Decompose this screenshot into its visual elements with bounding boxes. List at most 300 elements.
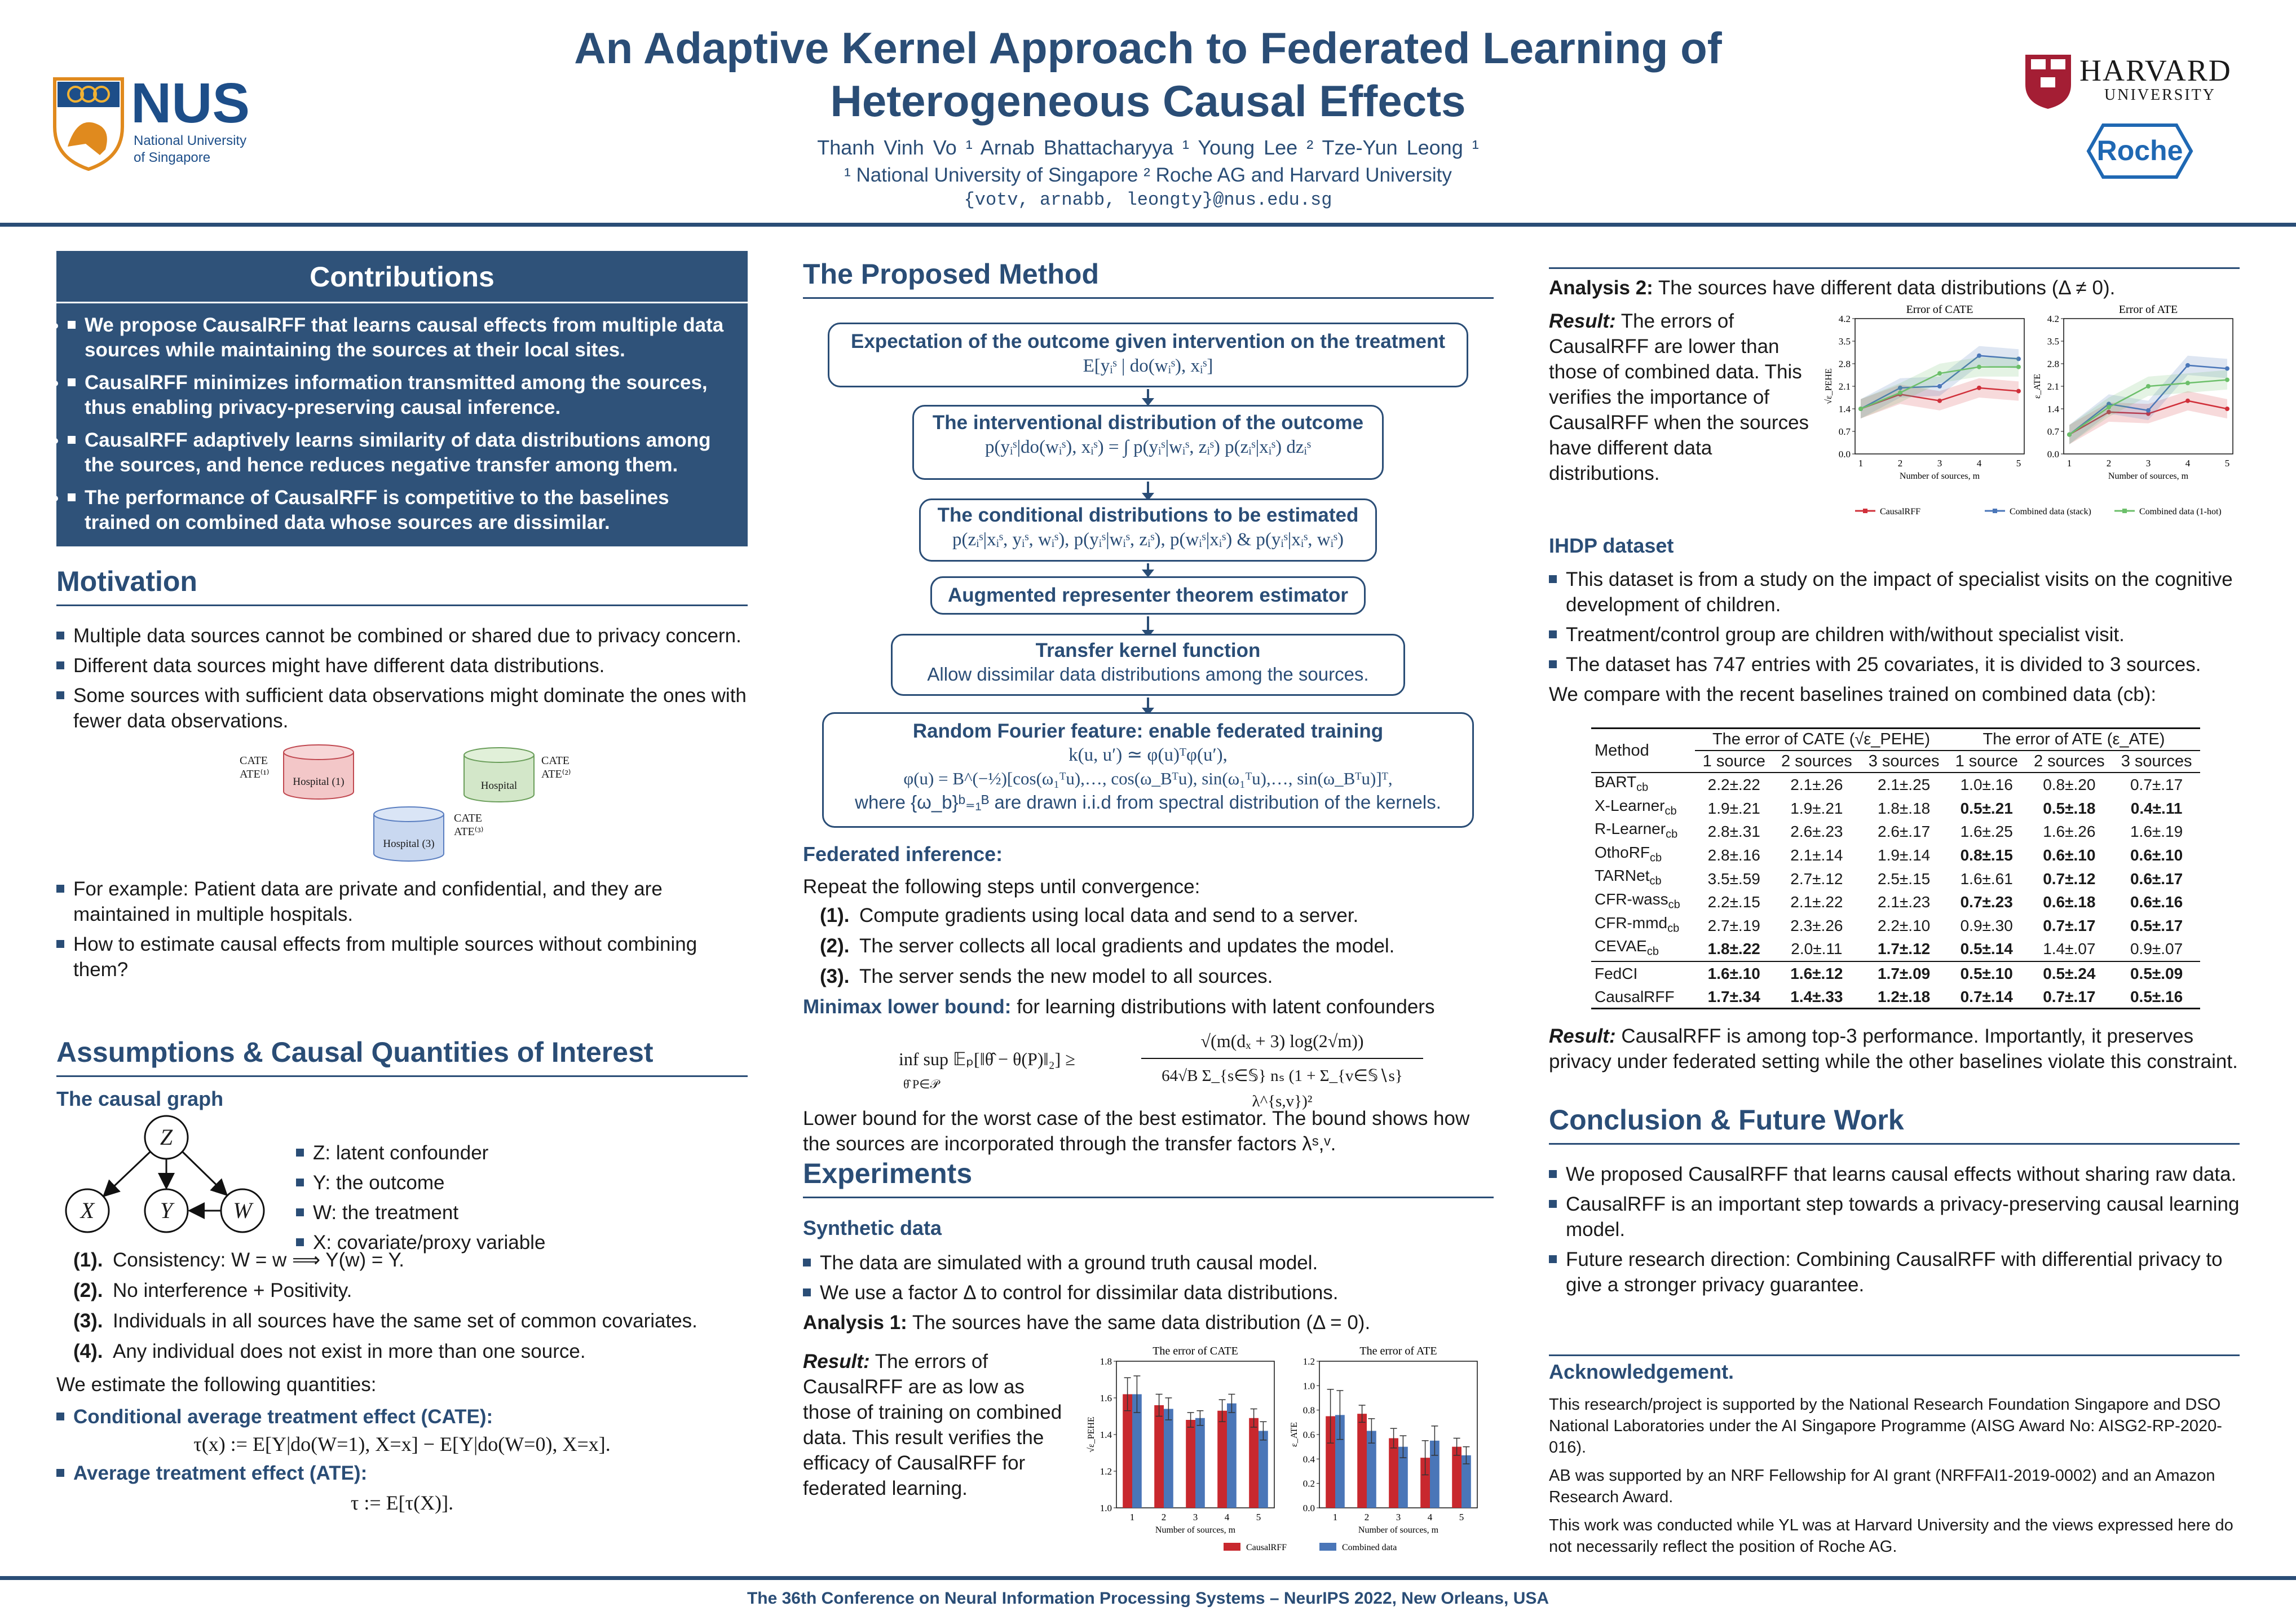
x-tick-label: 5 — [2224, 458, 2230, 469]
cate-label: CATE — [240, 754, 268, 767]
section-divider — [56, 1075, 748, 1077]
nus-crest-icon — [52, 76, 125, 172]
analysis2-line — [1549, 275, 2240, 301]
roche-logo — [2086, 123, 2193, 179]
conclusion-item: We proposed CausalRFF that learns causal effects without sharing raw data. — [1549, 1162, 2240, 1187]
method-name: OthoRF — [1595, 843, 1650, 861]
title-line-2: Heterogeneous Causal Effects — [830, 76, 1466, 126]
value-cell: 1.8±.18 — [1878, 799, 1931, 817]
section-divider — [1549, 1143, 2240, 1145]
value-cell: 0.7±.17 — [2043, 987, 2096, 1005]
table-row — [1591, 867, 2200, 890]
synthetic-list — [803, 1250, 1494, 1305]
contribution-item: • The performance of CausalRFF is competitive to the baselines trained on combined data whose sources are dissimilar. — [68, 486, 739, 535]
x-tick-label: 1 — [1332, 1512, 1338, 1522]
value-cell: 1.6±.10 — [1707, 964, 1760, 982]
y-tick-label: 0.4 — [1302, 1454, 1315, 1465]
method-step-box — [912, 405, 1384, 480]
node-x: X — [80, 1198, 95, 1223]
value-cell: 1.9±.21 — [1707, 799, 1760, 817]
method-step-box — [822, 712, 1474, 828]
quantities-list — [56, 1404, 748, 1429]
x-tick-label: 4 — [1976, 458, 1982, 469]
contributions-box — [56, 251, 748, 546]
contribution-item: • CausalRFF adaptively learns similarity of data distributions among the sources, and hence reduces negative transfer among them. — [68, 428, 739, 478]
value-cell: 0.8±.20 — [2043, 776, 2096, 794]
section-divider — [1549, 1354, 2240, 1356]
step-text: The server collects all local gradients and updates the model. — [859, 935, 1395, 957]
conference-footer: The 36th Conference on Neural Information Processing Systems – NeurIPS 2022, New Orleans, USA — [747, 1589, 1549, 1608]
data-point — [1977, 354, 1981, 358]
minimax-denominator: 64√B Σ_{s∈𝕊} nₛ (1 + Σ_{v∈𝕊∖s} λ^{s,v})² — [1162, 1067, 1403, 1110]
method-name: CFR-wass — [1595, 890, 1668, 908]
legend-marker — [1993, 509, 1997, 513]
method-name: X-Learner — [1595, 796, 1665, 814]
method-subscript: cb — [1636, 781, 1649, 794]
bar — [1249, 1418, 1259, 1508]
step-number: (2). — [820, 935, 850, 957]
federated-intro: Repeat the following steps until convergence: — [803, 876, 1200, 898]
synthetic-item: The data are simulated with a ground truth causal model. — [803, 1250, 1494, 1276]
data-point — [2225, 378, 2229, 382]
value-cell: 1.6±.12 — [1790, 964, 1843, 982]
box-title: The conditional distributions to be estimated — [937, 504, 1359, 526]
conclusion-section — [1549, 1102, 2240, 1302]
value-cell: 0.6±.10 — [2130, 846, 2183, 864]
assumptions-section — [56, 1035, 748, 1516]
method-name: TARNet — [1595, 867, 1650, 885]
motivation-list — [56, 623, 748, 734]
table-row — [1591, 797, 2200, 820]
method-name: R-Learner — [1595, 820, 1666, 838]
bar — [1452, 1447, 1462, 1508]
graph-legend — [296, 1140, 736, 1260]
bar — [1195, 1418, 1205, 1508]
poster-header — [0, 0, 2296, 227]
sub-header: 2 sources — [2033, 752, 2105, 770]
bar — [1186, 1420, 1195, 1508]
method-subscript: cb — [1664, 805, 1677, 818]
section-divider — [1549, 267, 2240, 269]
bar — [1357, 1414, 1367, 1508]
data-point — [2185, 381, 2190, 385]
method-cell — [1591, 914, 1695, 938]
minimax-note: Lower bound for the worst case of the best estimator. The bound shows how the sources are incorporated through the transfer factors λˢ,ᵛ. — [803, 1107, 1470, 1155]
value-cell: 3.5±.59 — [1707, 870, 1760, 888]
legend-swatch — [1224, 1543, 1240, 1551]
nus-sub-2: of Singapore — [134, 150, 211, 165]
fraction-bar — [1141, 1058, 1423, 1059]
method-cell — [1591, 867, 1695, 890]
method-cell — [1591, 961, 1695, 985]
item-text: Individuals in all sources have the same set of common covariates. — [113, 1310, 697, 1332]
nus-sub-1: National University — [134, 133, 247, 148]
x-axis-label: Number of sources, m — [2108, 471, 2189, 481]
federated-heading: Federated inference: — [803, 842, 1003, 866]
y-tick-label: 0.0 — [2047, 449, 2059, 460]
hospital3-label: Hospital (3) — [383, 838, 435, 850]
value-cell: 2.1±.22 — [1790, 893, 1843, 911]
table-row — [1591, 820, 2200, 844]
value-cell: 0.4±.11 — [2130, 799, 2183, 817]
method-subscript: cb — [1666, 828, 1678, 841]
value-cell: 0.5±.18 — [2043, 799, 2096, 817]
ihdp-item: The dataset has 747 entries with 25 covariates, it is divided to 3 sources. — [1549, 652, 2240, 677]
minimax-heading: Minimax lower bound: — [803, 996, 1012, 1018]
roche-wordmark: Roche — [2096, 135, 2183, 166]
value-cell: 0.6±.18 — [2043, 893, 2096, 911]
y-tick-label: 4.2 — [1838, 314, 1851, 324]
federated-step — [820, 903, 1494, 928]
value-cell: 0.7±.17 — [2043, 916, 2096, 934]
harvard-subtitle: UNIVERSITY — [2104, 86, 2216, 104]
conclusion-item: Future research direction: Combining CausalRFF with differential privacy to give a stronger privacy guarantee. — [1549, 1247, 2240, 1298]
motivation-item: Different data sources might have different data distributions. — [56, 653, 748, 678]
step-text: The server sends the new model to all sources. — [859, 965, 1273, 987]
value-cell: 0.6±.17 — [2130, 870, 2183, 888]
value-cell: 1.6±.19 — [2130, 823, 2183, 841]
value-cell: 2.5±.15 — [1878, 870, 1931, 888]
x-tick-label: 3 — [1193, 1512, 1198, 1522]
table-row — [1591, 844, 2200, 867]
ate-group-header: The error of ATE (ε_ATE) — [1948, 729, 2200, 751]
legend-item: Y: the outcome — [296, 1170, 736, 1195]
value-cell: 1.7±.09 — [1878, 964, 1931, 982]
value-cell: 1.7±.34 — [1707, 987, 1760, 1005]
result2-label: Result: — [1549, 310, 1616, 332]
item-number: (3). — [73, 1310, 103, 1332]
method-name: FedCI — [1595, 964, 1638, 982]
minimax-lhs-sub: θ̂ P∈𝒫 — [903, 1077, 939, 1091]
ihdp-result-label: Result: — [1549, 1025, 1616, 1047]
method-step-box — [891, 634, 1405, 696]
value-cell: 2.2±.22 — [1707, 776, 1760, 794]
value-cell: 0.7±.23 — [1960, 893, 2013, 911]
analysis1-text: The sources have the same data distribution (Δ = 0). — [912, 1312, 1371, 1334]
conclusion-heading: Conclusion & Future Work — [1549, 1104, 1904, 1136]
federated-steps — [803, 903, 1494, 989]
sub-header: 3 sources — [1868, 752, 1940, 770]
result1-label: Result: — [803, 1351, 870, 1373]
analysis2-label: Analysis 2: — [1549, 277, 1653, 299]
y-tick-label: 0.7 — [2047, 426, 2059, 437]
y-tick-label: 2.8 — [2047, 359, 2059, 369]
contribution-item: • CausalRFF minimizes information transmitted among the sources, thus enabling privacy-preserving causal inference. — [68, 370, 739, 420]
estimate-intro: We estimate the following quantities: — [56, 1374, 377, 1396]
y-axis-label: ε_ATE — [1290, 1422, 1299, 1448]
harvard-wordmark: HARVARD — [2079, 54, 2232, 87]
method-heading: The Proposed Method — [803, 258, 1099, 290]
sub-header: 2 sources — [1781, 752, 1852, 770]
method-name: BART — [1595, 773, 1637, 791]
table-row — [1591, 985, 2200, 1009]
x-tick-label: 3 — [2145, 458, 2151, 469]
sub-header: 3 sources — [2121, 752, 2192, 770]
value-cell: 0.5±.09 — [2130, 964, 2183, 982]
method-step-box — [930, 576, 1366, 615]
chart-title: Error of ATE — [2118, 303, 2178, 316]
table-row — [1591, 961, 2200, 985]
flow-arrow — [1147, 563, 1149, 572]
y-tick-label: 3.5 — [2047, 336, 2059, 347]
y-tick-label: 1.0 — [1302, 1380, 1315, 1392]
hospital2-labels — [541, 754, 571, 781]
value-cell: 0.5±.10 — [1960, 964, 2013, 982]
ate-line-chart — [2030, 302, 2244, 493]
table-row — [1591, 914, 2200, 938]
y-tick-label: 0.7 — [1838, 426, 1851, 437]
data-point — [2146, 408, 2151, 413]
y-tick-label: 1.6 — [1100, 1393, 1112, 1404]
value-cell: 2.6±.23 — [1790, 823, 1843, 841]
item-text: Any individual does not exist in more than one source. — [113, 1340, 586, 1362]
flow-arrow — [1147, 698, 1149, 710]
ihdp-list — [1549, 567, 2240, 677]
box-formula: p(zᵢˢ|xᵢˢ, yᵢˢ, wᵢˢ), p(yᵢˢ|wᵢˢ, zᵢˢ), p(wᵢˢ|xᵢˢ) & p(yᵢˢ|xᵢˢ, wᵢˢ) — [952, 529, 1344, 550]
method-cell — [1591, 773, 1695, 797]
y-tick-label: 1.0 — [1100, 1503, 1112, 1513]
legend-item: Z: latent confounder — [296, 1140, 736, 1166]
data-point — [1937, 384, 1942, 389]
acknowledgement-paragraph: This work was conducted while YL was at Harvard University and the views expressed here do not necessarily reflect the position of Roche AG. — [1549, 1516, 2233, 1556]
acknowledgement-paragraph: This research/project is supported by the National Research Foundation Singapore and DSO National Laboratories under the AI Singapore Programme (AISG Award No: AISG2-RP-2020-016). — [1549, 1396, 2222, 1457]
bar — [1389, 1438, 1398, 1508]
value-cell: 0.6±.16 — [2130, 893, 2183, 911]
section-divider — [56, 604, 748, 606]
x-tick-label: 4 — [2185, 458, 2191, 469]
legend-label: CausalRFF — [1880, 507, 1921, 517]
value-cell: 1.4±.07 — [2043, 940, 2096, 958]
method-cell — [1591, 985, 1695, 1009]
box-title: Augmented representer theorem estimator — [948, 584, 1348, 606]
federated-inference — [803, 841, 1494, 1157]
x-tick-label: 1 — [1858, 458, 1864, 469]
poster-title — [0, 21, 2296, 127]
data-point — [2225, 367, 2229, 371]
node-z: Z — [160, 1124, 173, 1150]
ate-label: ATE⁽²⁾ — [541, 768, 571, 780]
contribution-item: • We propose CausalRFF that learns causal effects from multiple data sources while maintaining the sources at their local sites. — [68, 313, 739, 363]
data-point — [1937, 371, 1942, 376]
y-tick-label: 0.0 — [1838, 449, 1851, 460]
y-tick-label: 0.8 — [1302, 1405, 1315, 1416]
data-point — [2146, 384, 2151, 389]
hospital-diagram — [56, 738, 748, 876]
value-cell: 2.6±.17 — [1878, 823, 1931, 841]
results-body — [1591, 773, 2200, 1009]
y-axis-label: ε_ATE — [2033, 373, 2042, 399]
line-chart-legend — [1849, 501, 2233, 521]
chart-title: The error of ATE — [1359, 1345, 1437, 1357]
causal-graph — [56, 1112, 748, 1254]
y-tick-label: 2.1 — [1838, 381, 1851, 392]
value-cell: 0.5±.16 — [2130, 987, 2183, 1005]
legend-label: Combined data — [1342, 1543, 1397, 1552]
y-tick-label: 2.8 — [1838, 359, 1851, 369]
ihdp-result-paragraph — [1549, 1023, 2240, 1074]
value-cell: 1.9±.21 — [1790, 799, 1843, 817]
legend-label: Combined data (stack) — [2010, 507, 2091, 517]
data-point — [2225, 407, 2229, 411]
value-cell: 2.3±.26 — [1790, 916, 1843, 934]
motivation-list-2 — [56, 876, 748, 982]
value-cell: 2.7±.19 — [1707, 916, 1760, 934]
causal-graph-heading: The causal graph — [56, 1087, 224, 1110]
results-table-wrap — [1591, 727, 2200, 1009]
value-cell: 2.8±.16 — [1707, 846, 1760, 864]
results-table — [1591, 727, 2200, 1009]
assumption-list — [56, 1247, 748, 1364]
method-header: Method — [1595, 741, 1649, 760]
step-number: (1). — [820, 904, 850, 926]
data-point — [1977, 386, 1981, 390]
table-row — [1591, 937, 2200, 961]
nus-logo — [52, 72, 277, 175]
motivation-item: Multiple data sources cannot be combined or shared due to privacy concern. — [56, 623, 748, 648]
contributions-divider — [56, 302, 748, 303]
y-axis-label: √ε_PEHE — [1087, 1416, 1096, 1453]
bar — [1259, 1431, 1268, 1508]
acknowledgement-heading: Acknowledgement. — [1549, 1360, 1734, 1383]
assumptions-heading: Assumptions & Causal Quantities of Interest — [56, 1036, 654, 1068]
minimax-line — [803, 994, 1494, 1020]
chart-title: The error of CATE — [1153, 1345, 1238, 1357]
value-cell: 0.5±.17 — [2130, 916, 2183, 934]
federated-step — [820, 933, 1494, 959]
y-tick-label: 1.2 — [1100, 1466, 1112, 1477]
bar — [1154, 1405, 1164, 1508]
value-cell: 0.9±.07 — [2130, 940, 2183, 958]
method-subscript: cb — [1667, 922, 1680, 935]
y-tick-label: 2.1 — [2047, 381, 2059, 392]
value-cell: 2.1±.14 — [1790, 846, 1843, 864]
value-cell: 1.0±.16 — [1960, 776, 2013, 794]
ate-label: ATE⁽³⁾ — [454, 826, 484, 838]
ate-bar-chart — [1246, 1342, 1500, 1573]
x-tick-label: 4 — [1427, 1512, 1433, 1522]
method-subscript: cb — [1649, 875, 1662, 888]
analysis1-line — [803, 1310, 1494, 1335]
harvard-shield-icon — [2024, 54, 2072, 110]
legend-marker — [1863, 509, 1867, 513]
box-title: Expectation of the outcome given intervention on the treatment — [851, 330, 1445, 352]
data-point — [2185, 399, 2190, 403]
value-cell: 2.8±.31 — [1707, 823, 1760, 841]
ihdp-item: This dataset is from a study on the impact of specialist visits on the cognitive development of children. — [1549, 567, 2240, 617]
y-tick-label: 0.6 — [1302, 1429, 1315, 1440]
value-cell: 1.7±.12 — [1878, 940, 1931, 958]
bar — [1227, 1404, 1237, 1508]
value-cell: 0.6±.10 — [2043, 846, 2096, 864]
y-axis-label: √ε_PEHE — [1824, 368, 1834, 404]
ihdp-item: Treatment/control group are children with/without specialist visit. — [1549, 622, 2240, 647]
y-tick-label: 1.4 — [2047, 404, 2059, 414]
value-cell: 0.5±.14 — [1960, 940, 2013, 958]
item-number: (1). — [73, 1249, 103, 1271]
flow-arrow — [1147, 389, 1149, 400]
step-text: Compute gradients using local data and send to a server. — [859, 904, 1359, 926]
box-title: Random Fourier feature: enable federated training — [912, 720, 1384, 742]
hospital2-label: Hospital — [480, 780, 518, 792]
value-cell: 1.6±.61 — [1960, 870, 2013, 888]
bar — [1164, 1409, 1173, 1508]
federated-step — [820, 964, 1494, 989]
data-point — [1898, 390, 1902, 395]
header-divider — [0, 223, 2296, 227]
y-tick-label: 1.2 — [1302, 1356, 1315, 1367]
x-tick-label: 1 — [1129, 1512, 1135, 1522]
motivation-item: How to estimate causal effects from multiple sources without combining them? — [56, 932, 748, 982]
sub-header: 1 source — [1702, 752, 1765, 770]
value-cell: 1.9±.14 — [1878, 846, 1931, 864]
method-step-box — [919, 498, 1377, 562]
legend-marker — [2122, 509, 2127, 513]
box-text: where {ω_b}ᵇ₌₁ᴮ are drawn i.i.d from spectral distribution of the kernels. — [855, 792, 1441, 813]
table-row — [1591, 890, 2200, 914]
footer-divider — [0, 1576, 2296, 1580]
assumption-item — [73, 1308, 748, 1334]
ate-label: ATE⁽¹⁾ — [240, 768, 270, 780]
cate-formula: τ(x) := E[Y|do(W=1), X=x] − E[Y|do(W=0), X=x]. — [193, 1433, 611, 1455]
x-tick-label: 3 — [1396, 1512, 1401, 1522]
value-cell: 2.1±.26 — [1790, 776, 1843, 794]
y-tick-label: 3.5 — [1838, 336, 1851, 347]
bar — [1123, 1394, 1132, 1508]
x-axis-label: Number of sources, m — [1899, 471, 1980, 481]
sub-header: 1 source — [1955, 752, 2018, 770]
data-point — [2067, 433, 2072, 437]
affiliations: ¹ National University of Singapore ² Roche AG and Harvard University — [844, 164, 1452, 186]
y-tick-label: 1.4 — [1100, 1429, 1112, 1440]
hospital1-label: Hospital (1) — [293, 776, 345, 788]
data-point — [1858, 407, 1863, 411]
minimax-lhs: inf sup 𝔼ₚ[‖θ̂ − θ(P)‖₂] ≥ — [899, 1049, 1075, 1069]
assumption-item — [73, 1339, 748, 1364]
method-subscript: cb — [1646, 945, 1659, 958]
y-tick-label: 1.4 — [1838, 404, 1851, 414]
acknowledgement-paragraph: AB was supported by an NRF Fellowship for AI grant (NRFFAI1-2019-0002) and an Amazon Research Award. — [1549, 1467, 2215, 1506]
ihdp-result — [1549, 1023, 2240, 1074]
table-row — [1591, 773, 2200, 797]
legend-label: Combined data (1-hot) — [2139, 507, 2222, 517]
minimax-numerator: √(m(dₓ + 3) log(2√m)) — [1200, 1031, 1364, 1051]
conclusion-item: CausalRFF is an important step towards a privacy-preserving causal learning model. — [1549, 1191, 2240, 1242]
method-name: CEVAE — [1595, 937, 1647, 955]
legend-swatch — [1319, 1543, 1336, 1551]
x-axis-label: Number of sources, m — [1155, 1525, 1236, 1535]
y-tick-label: 0.0 — [1302, 1503, 1315, 1513]
flow-arrow — [1147, 616, 1149, 632]
value-cell: 1.6±.26 — [2043, 823, 2096, 841]
section-divider — [803, 1197, 1494, 1198]
value-cell: 1.2±.18 — [1878, 987, 1931, 1005]
method-cell — [1591, 844, 1695, 867]
x-tick-label: 2 — [1161, 1512, 1167, 1522]
contributions-heading: Contributions — [310, 261, 494, 293]
value-cell: 1.4±.33 — [1790, 987, 1843, 1005]
value-cell: 2.7±.12 — [1790, 870, 1843, 888]
y-tick-label: 1.8 — [1100, 1356, 1112, 1367]
item-number: (4). — [73, 1340, 103, 1362]
x-tick-label: 2 — [2106, 458, 2112, 469]
quantities-list-2 — [56, 1460, 748, 1486]
contributions-list — [68, 313, 739, 543]
y-tick-label: 4.2 — [2047, 314, 2059, 324]
x-tick-label: 5 — [1256, 1512, 1261, 1522]
cate-label: CATE — [454, 812, 482, 824]
step-number: (3). — [820, 965, 850, 987]
minimax-formula — [803, 1024, 1494, 1110]
